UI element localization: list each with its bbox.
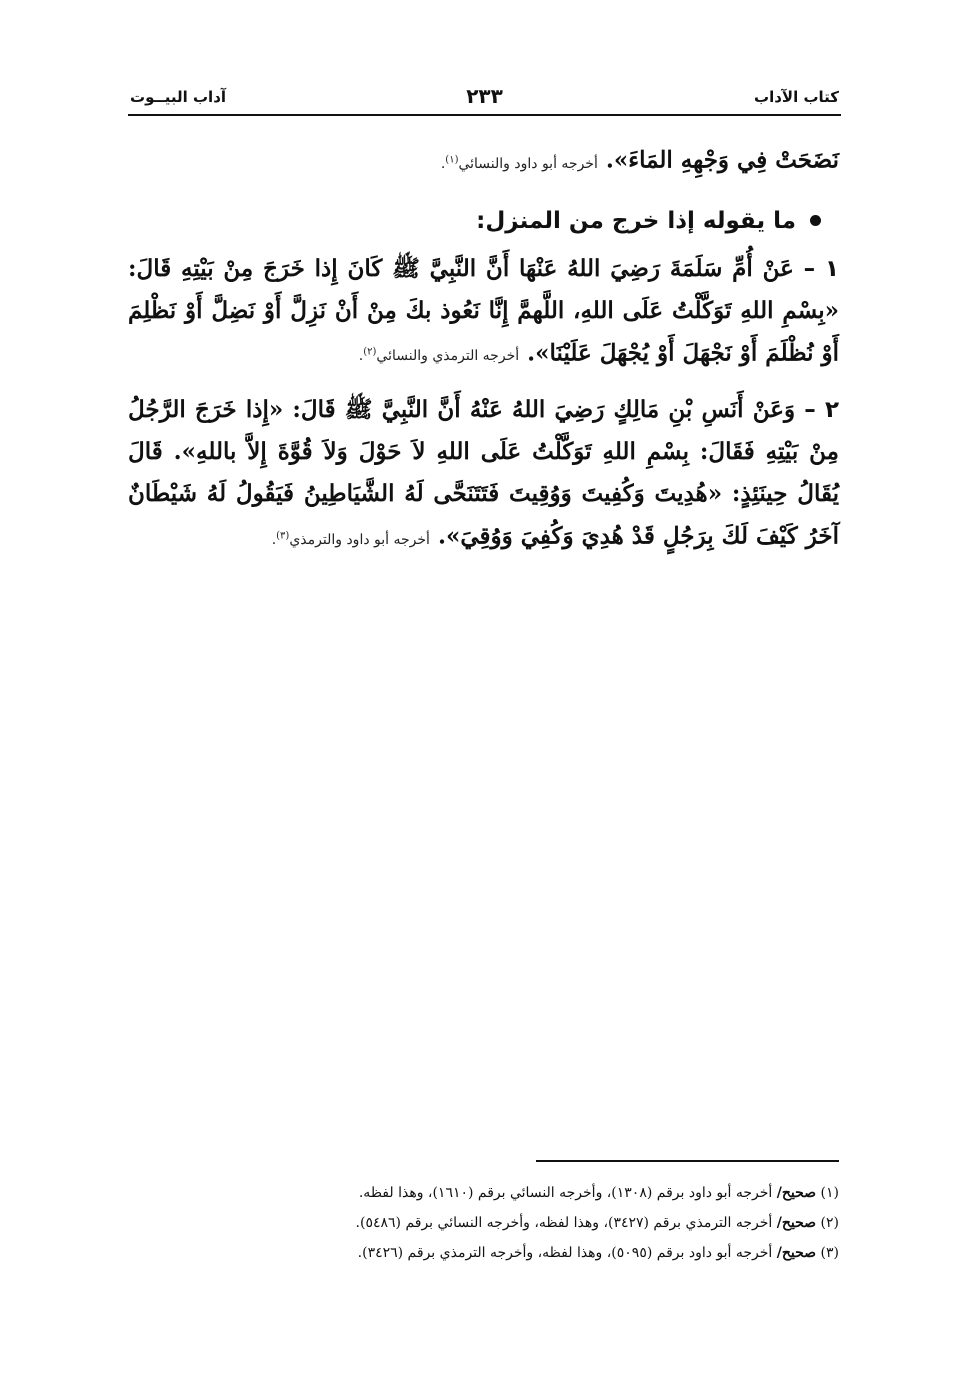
hadith-reference: أخرجه الترمذي والنسائي$^{(٢)}$. (358, 346, 520, 365)
footnote-grade: صحيح/ (776, 1185, 817, 1201)
footnote-mark: (٣) (276, 530, 290, 542)
footnote-text: أخرجه الترمذي برقم (٣٤٢٧)، وهذا لفظه، وأخرجه النسائي برقم (٥٤٨٦). (355, 1215, 773, 1231)
footnote-mark: (١) (820, 1185, 839, 1201)
footnote (128, 1208, 839, 1238)
chapter-title: آداب البيــوت (130, 88, 227, 106)
hadith-item (128, 389, 839, 561)
footnote-mark: (١) (445, 154, 459, 165)
hadith-item (128, 248, 839, 378)
page-number: ٢٣٣ (466, 84, 503, 108)
hadith-text: وَعَنْ أَنَسِ بْنِ مَالِكٍ رَضِيَ اللهُ عَنْهُ أَنَّ النَّبِيَّ ﷺ قَالَ: «إِذا خَرَجَ الرَّجُلُ مِنْ بَيْتِهِ فَقَالَ: بِسْمِ اللهِ تَوَكَّلْتُ عَلَى اللهِ لاَ حَوْلَ وَلاَ قُوَّةَ إِلاَّ باللهِ». قَالَ يُقَالُ حِينَئِذٍ: «هُدِيتَ وَكُفِيتَ وَوُقِيتَ فَتَتَنَحَّى لَهُ الشَّيَاطِينُ فَيَقُولُ لَهُ شَيْطَانٌ آخَرُ كَيْفَ لَكَ بِرَجُلٍ قَدْ هُدِيَ وَكُفِيَ وَوُقِيَ». (128, 396, 839, 550)
footnote-grade: صحيح/ (776, 1215, 817, 1231)
page-body (128, 140, 839, 573)
continued-hadith (128, 140, 839, 184)
hadith-reference: أخرجه أبو داود والنسائي$^{(١)}$. (440, 154, 598, 172)
hadith-number: ١ – (803, 255, 840, 282)
hadith-number: ٢ – (804, 397, 840, 424)
footnote-divider (536, 1160, 839, 1162)
footnote-mark: (٣) (820, 1245, 839, 1261)
running-header (128, 86, 841, 116)
continued-hadith-text: نَضَحَتْ فِي وَجْهِهِ المَاءَ». (605, 146, 839, 174)
footnote (128, 1238, 839, 1268)
footnote-grade: صحيح/ (776, 1245, 817, 1261)
section-heading (128, 208, 839, 234)
book-title: كتاب الآداب (754, 88, 839, 106)
hadith-reference: أخرجه أبو داود والترمذي$^{(٣)}$. (271, 530, 430, 548)
section-heading-text: ما يقوله إذا خرج من المنزل: (476, 207, 796, 234)
footnotes (128, 1160, 839, 1268)
footnote (128, 1178, 839, 1208)
footnote-text: أخرجه أبو داود برقم (٥٠٩٥)، وهذا لفظه، وأخرجه الترمذي برقم (٣٤٢٦). (357, 1245, 773, 1261)
footnote-text: أخرجه أبو داود برقم (١٣٠٨)، وأخرجه النسائي برقم (١٦١٠)، وهذا لفظه. (358, 1185, 773, 1201)
footnote-mark: (٢) (363, 346, 377, 358)
bullet-icon (810, 215, 821, 226)
footnote-mark: (٢) (820, 1215, 839, 1231)
hadith-text: عَنْ أُمِّ سَلَمَةَ رَضِيَ اللهُ عَنْهَا أَنَّ النَّبِيَّ ﷺ كَانَ إِذا خَرَجَ مِنْ بَيْتِهِ قَالَ: «بِسْمِ اللهِ تَوَكَّلْتُ عَلَى اللهِ، اللَّهمَّ إِنَّا نَعُوذ بكَ مِنْ أَنْ نَزِلَّ أَوْ نَضِلَّ أَوْ نَظْلِمَ أَوْ نُظْلَمَ أَوْ نَجْهَلَ أَوْ يُجْهَلَ عَلَيْنَا». (128, 254, 839, 367)
